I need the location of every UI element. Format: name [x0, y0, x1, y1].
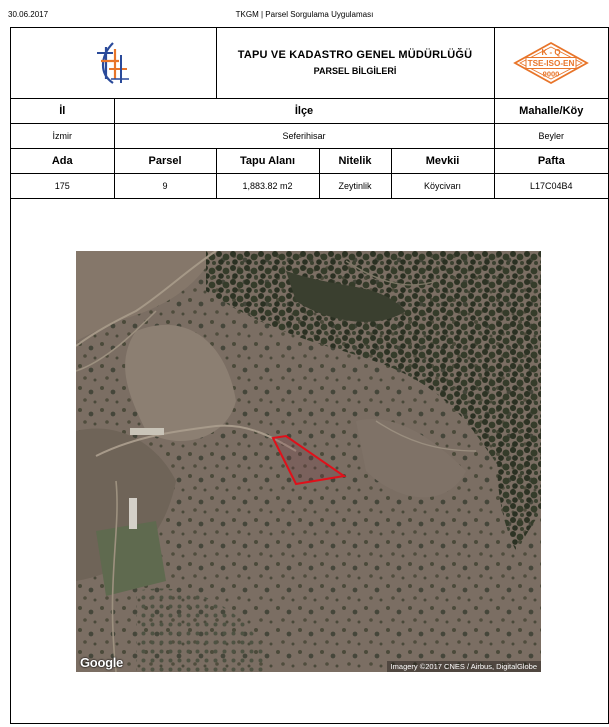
il-label: İl [11, 98, 114, 123]
print-date: 30.06.2017 [8, 10, 49, 19]
parcel-sheet [10, 27, 609, 724]
satellite-imagery [76, 251, 541, 672]
org-header [216, 28, 494, 98]
alan-value: 1,883.82 m2 [216, 173, 319, 198]
alan-label: Tapu Alanı [216, 148, 319, 173]
tkgm-logo-cell [11, 28, 216, 98]
ada-label: Ada [11, 148, 114, 173]
satellite-map[interactable] [76, 251, 541, 672]
imagery-credit: Imagery ©2017 CNES / Airbus, DigitalGlobe [387, 661, 541, 672]
iso-logo-cell [494, 28, 608, 98]
print-title: TKGM | Parsel Sorgulama Uygulaması [235, 10, 374, 19]
ilce-label: İlçe [114, 98, 494, 123]
nitelik-label: Nitelik [319, 148, 391, 173]
ilce-value: Seferihisar [114, 123, 494, 148]
parsel-value: 9 [114, 173, 216, 198]
tse-iso-logo-icon [512, 40, 590, 86]
org-title: TAPU VE KADASTRO GENEL MÜDÜRLÜĞÜ [237, 49, 473, 62]
tkgm-logo-icon [93, 39, 133, 87]
mevkii-label: Mevkii [391, 148, 494, 173]
parcel-info-table [11, 28, 608, 199]
iso-logo-top: K - Q [541, 47, 561, 57]
google-logo: Google [80, 655, 123, 670]
org-subtitle: PARSEL BİLGİLERİ [313, 66, 397, 77]
il-value: İzmir [11, 123, 114, 148]
pafta-value: L17C04B4 [494, 173, 608, 198]
ada-value: 175 [11, 173, 114, 198]
iso-logo-bottom: 9000 [542, 69, 560, 79]
mevkii-value: Köycivarı [391, 173, 494, 198]
nitelik-value: Zeytinlik [319, 173, 391, 198]
mahalle-label: Mahalle/Köy [494, 98, 608, 123]
pafta-label: Pafta [494, 148, 608, 173]
iso-logo-middle: TSE-ISO-EN [527, 58, 575, 68]
parsel-label: Parsel [114, 148, 216, 173]
mahalle-value: Beyler [494, 123, 608, 148]
